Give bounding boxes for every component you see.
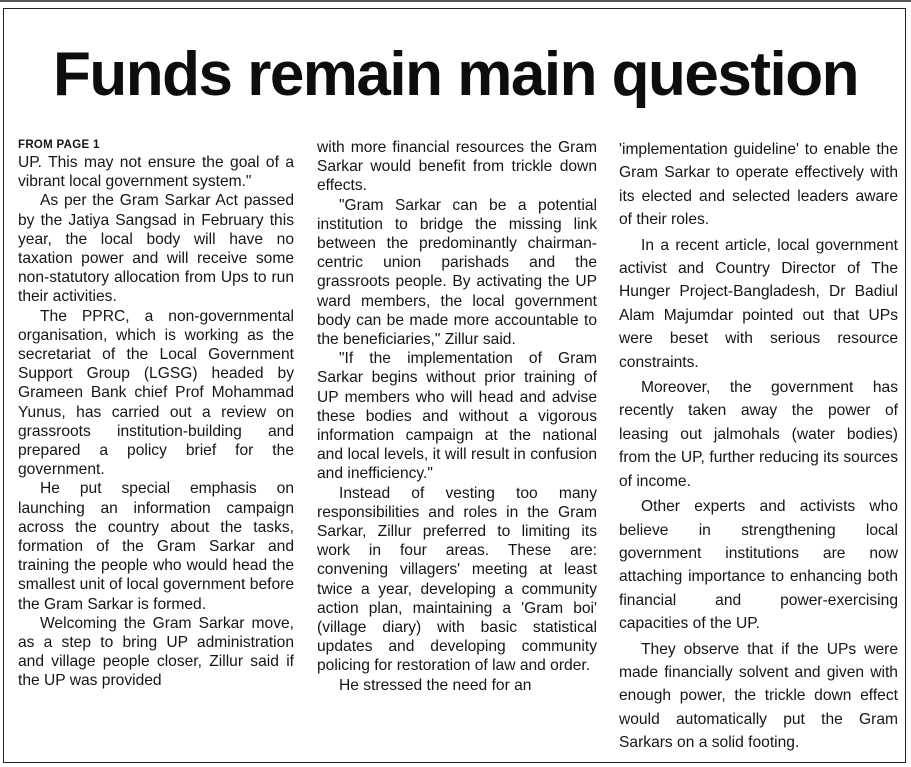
column-3-paragraph: Other experts and activists who believe in strengthening local government institutions are now attaching importance to enhancing both financial and power-exercising capacities of the UP. (619, 498, 898, 633)
column-3-paragraph: They observe that if the UPs were made financially solvent and given with enough power, the trickle down effect would automatically put the Gram Sarkars on a solid footing. (619, 640, 898, 752)
kicker-from-page: FROM PAGE 1 (18, 139, 100, 151)
column-3-paragraph: In a recent article, local government activist and Country Director of The Hunger Project-Bangladesh, Dr Badiul Alam Majumdar pointed out that UPs were beset with serious resource constraints. (619, 236, 898, 371)
headline: Funds remain main question (53, 40, 858, 109)
column-1-paragraph: As per the Gram Sarkar Act passed by the Jatiya Sangsad in February this year, the local body will have no taxation power and will receive some non-statutory allocation from Ups to run their activities. (18, 192, 294, 306)
article-column-3 (619, 138, 898, 757)
column-2-paragraph: He stressed the need for an (339, 676, 532, 694)
article-column-2 (317, 138, 597, 695)
column-1-paragraph: Welcoming the Gram Sarkar move, as a step to bring UP administration and village people closer, Zillur said if the UP was provided (18, 614, 294, 690)
column-2-paragraph: "If the implementation of Gram Sarkar begins without prior training of UP members who will head and advise these bodies and without a vigorous information campaign at the national and local levels, it will result in confusion and inefficiency." (317, 350, 597, 483)
column-1-paragraph: The PPRC, a non-governmental organisation, which is working as the secretariat of the Local Government Support Group (LGSG) headed by Grameen Bank chief Prof Mohammad Yunus, has carried out a review on grassroots institution-building and prepared a policy brief for the government. (18, 307, 294, 479)
column-3-paragraph: 'implementation guideline' to enable the Gram Sarkar to operate effectively with its elected and selected leaders aware of their roles. (619, 141, 898, 229)
top-rule (0, 0, 911, 2)
article-column-1 (18, 138, 294, 691)
column-1-paragraph: UP. This may not ensure the goal of a vibrant local government system." (18, 154, 294, 191)
column-2-paragraph: with more financial resources the Gram Sarkar would benefit from trickle down effects. (317, 139, 597, 195)
column-2-paragraph: Instead of vesting too many responsibilities and roles in the Gram Sarkar, Zillur preferred to limiting its work in four areas. These are: convening villagers' meeting at least twice a year, developing a community action plan, maintaining a 'Gram boi' (village diary) with basic statistical updates and developing community policing for restoration of law and order. (317, 484, 597, 675)
column-1-paragraph: He put special emphasis on launching an information campaign across the country about the tasks, formation of the Gram Sarkar and training the people who would head the smallest unit of local government before the Gram Sarkar is formed. (18, 480, 294, 613)
column-3-paragraph: Moreover, the government has recently taken away the power of leasing out jalmohals (water bodies) from the UP, further reducing its sources of income. (619, 379, 898, 490)
column-2-paragraph: "Gram Sarkar can be a potential institution to bridge the missing link between the predominantly chairman-centric union parishads and the grassroots people. By activating the UP ward members, the local government body can be made more accountable to the beneficiaries," Zillur said. (317, 196, 597, 349)
